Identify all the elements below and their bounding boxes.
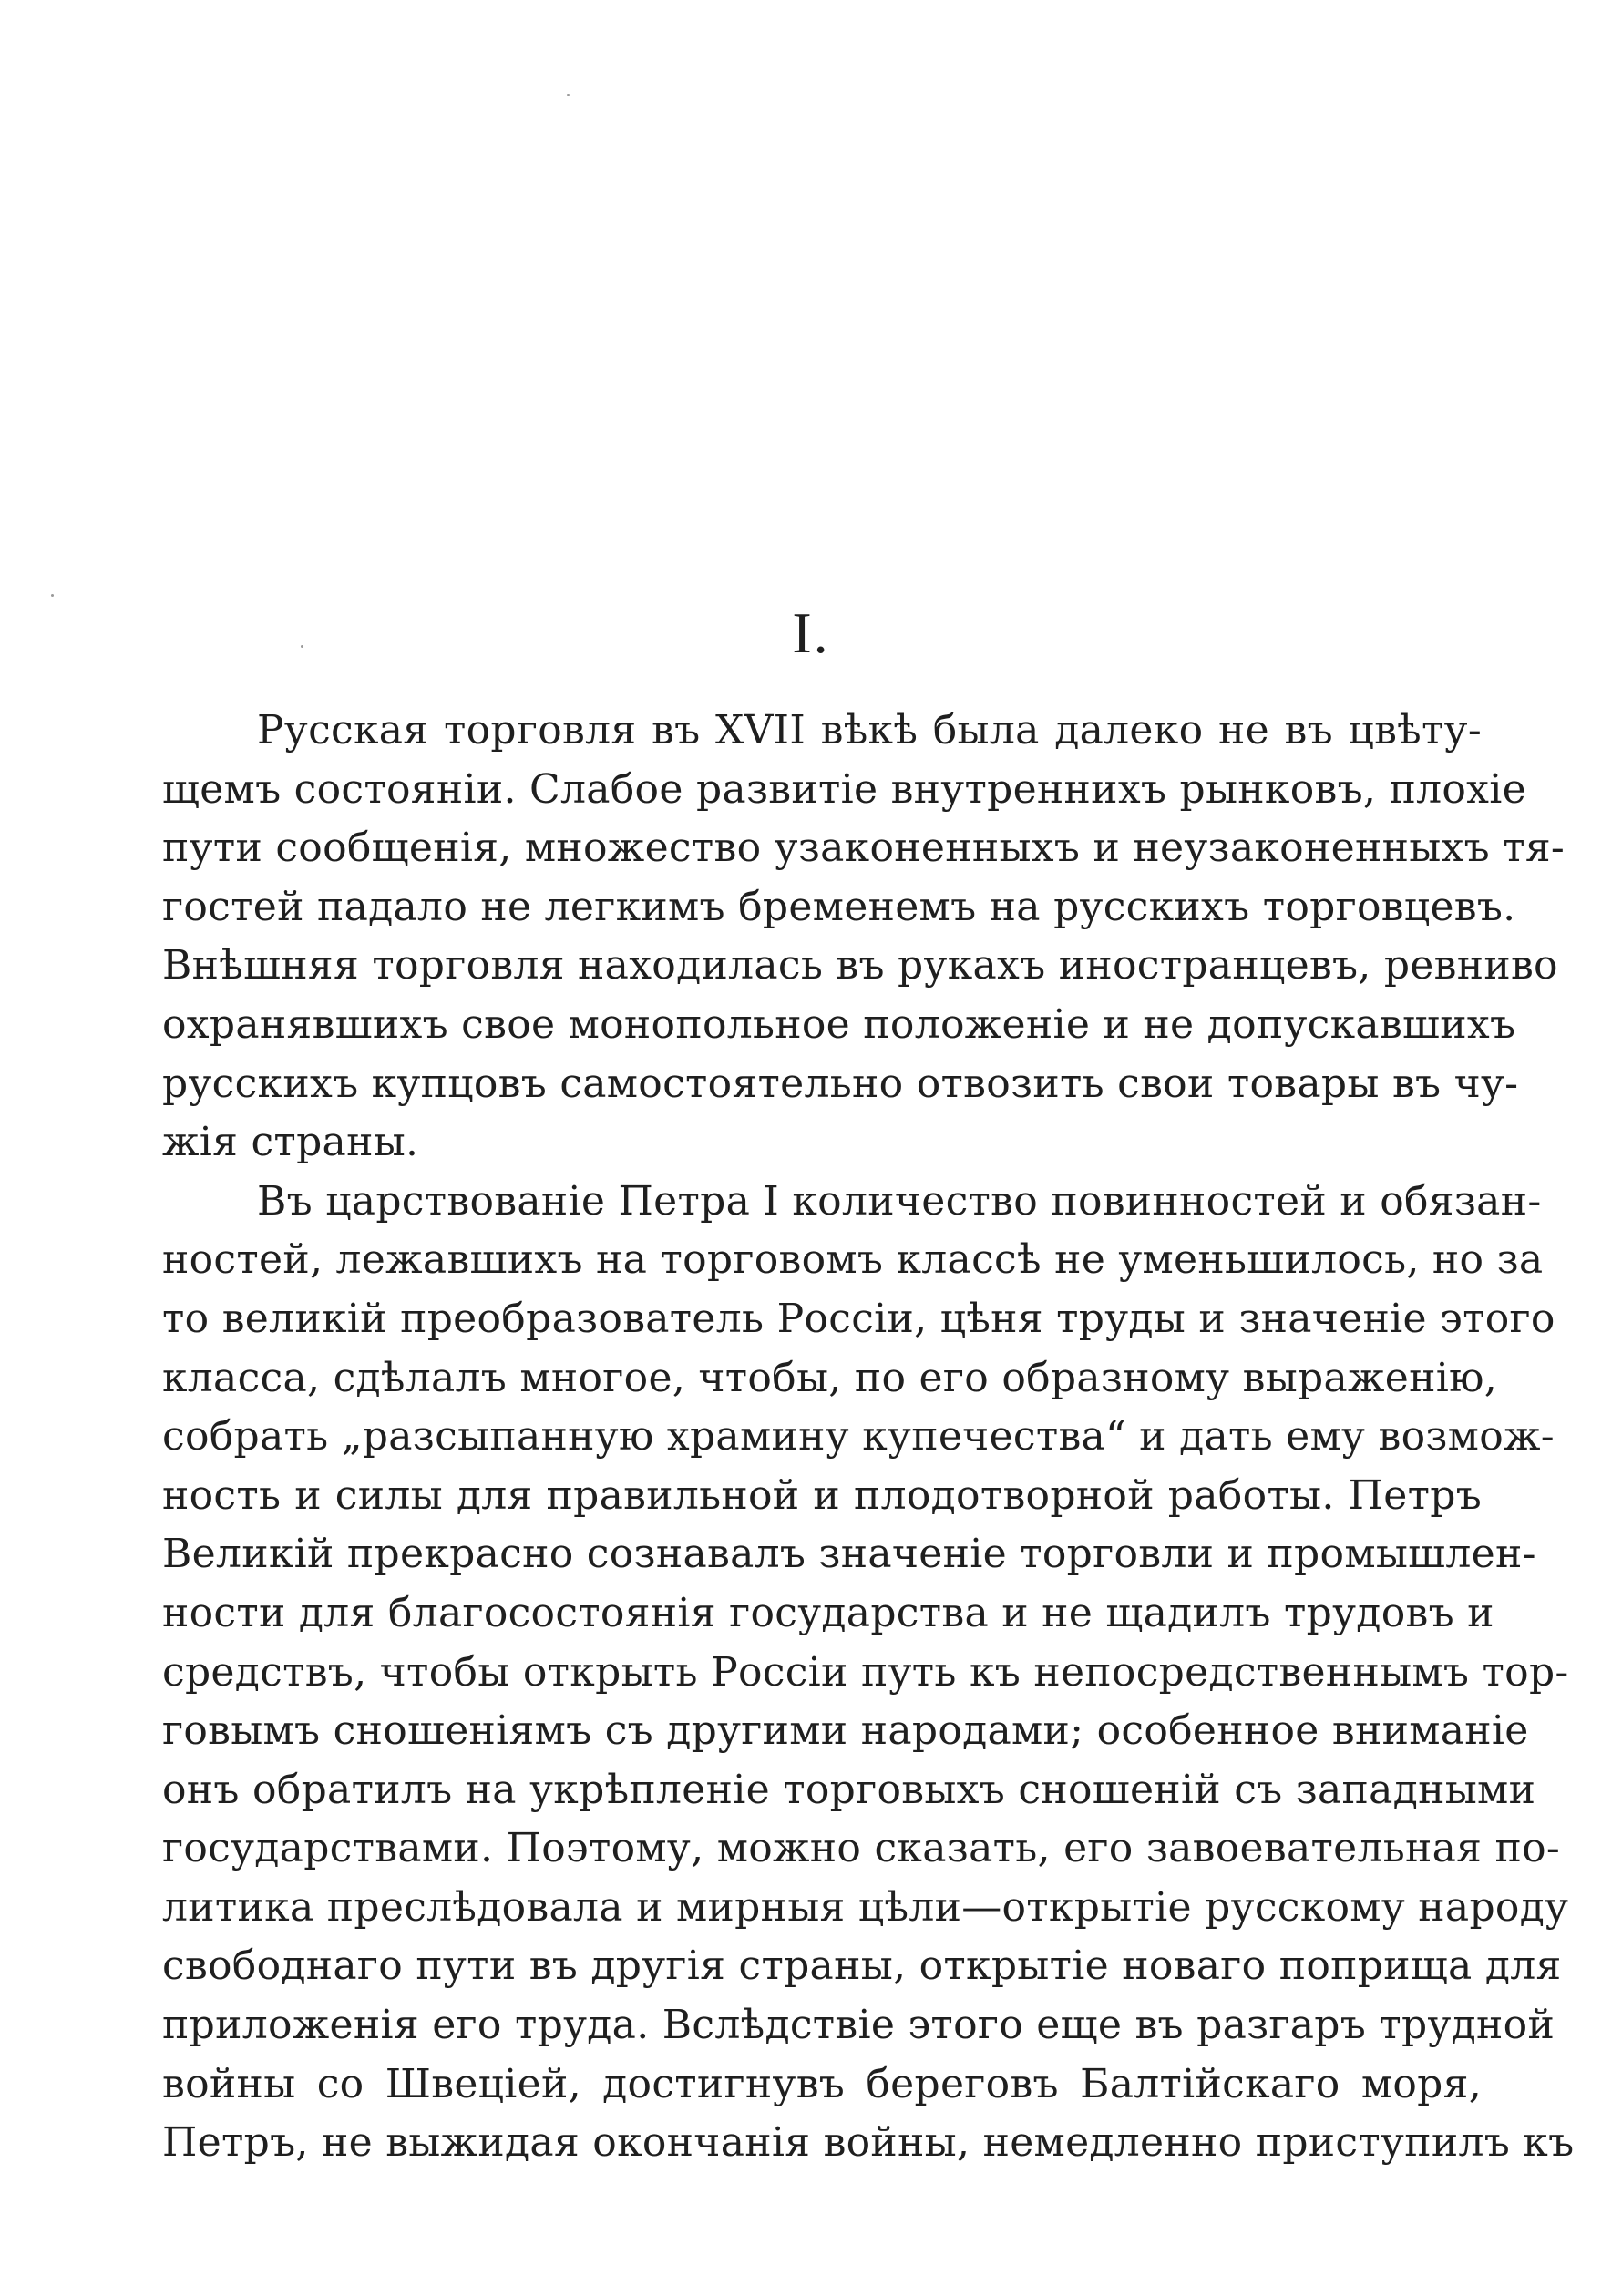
- text-line: Великій прекрасно сознавалъ значеніе торговли и промышлен-: [162, 1531, 1536, 1578]
- text-line: Петръ, не выжидая окончанія войны, немедленно приступилъ къ: [162, 2119, 1575, 2167]
- text-line: пути сообщенія, множество узаконенныхъ и неузаконенныхъ тя-: [162, 825, 1566, 872]
- text-line: говымъ сношеніямъ съ другими народами; особенное вниманіе: [162, 1707, 1529, 1755]
- text-line: государствами. Поэтому, можно сказать, его завоевательная по-: [162, 1825, 1561, 1872]
- scan-speck: [567, 94, 570, 96]
- text-line: охранявшихъ свое монопольное положеніе и не допускавшихъ: [162, 1000, 1516, 1048]
- text-line: то великій преобразователь Россіи, цѣня труды и значеніе этого: [162, 1295, 1555, 1342]
- text-line: ности для благосостоянія государства и не щадилъ трудовъ и: [162, 1589, 1494, 1636]
- text-line: Русская торговля въ XVII вѣкѣ была далеко не въ цвѣту-: [257, 707, 1482, 753]
- text-line: литика преслѣдовала и мирныя цѣли—открытіе русскому народу: [162, 1883, 1569, 1931]
- chapter-heading: I.: [792, 600, 830, 665]
- body-text: [162, 702, 1575, 2173]
- text-line: собрать „разсыпанную храмину купечества“ и дать ему возмож-: [162, 1413, 1555, 1461]
- text-line: войны со Швеціей, достигнувъ береговъ Балтійскаго моря,: [162, 2060, 1482, 2107]
- text-line: онъ обратилъ на укрѣпленіе торговыхъ сношеній съ западными: [162, 1766, 1536, 1813]
- text-line: ностей, лежавшихъ на торговомъ классѣ не уменьшилось, но за: [162, 1236, 1544, 1284]
- paragraph-2: [162, 1173, 1575, 2173]
- text-line: средствъ, чтобы открыть Россіи путь къ непосредственнымъ тор-: [162, 1648, 1569, 1696]
- text-line: ность и силы для правильной и плодотворной работы. Петръ: [162, 1471, 1482, 1519]
- text-line: приложенія его труда. Вслѣдствіе этого еще въ разгаръ трудной: [162, 2002, 1555, 2049]
- text-line: свободнаго пути въ другія страны, открытіе новаго поприща для: [162, 1942, 1562, 1990]
- text-line: русскихъ купцовъ самостоятельно отвозить свои товары въ чу-: [162, 1060, 1519, 1107]
- text-line: щемъ состояніи. Слабое развитіе внутреннихъ рынковъ, плохіе: [162, 765, 1526, 813]
- text-line: жія страны.: [162, 1119, 419, 1166]
- text-line: Внѣшняя торговля находилась въ рукахъ иностранцевъ, ревниво: [162, 942, 1558, 989]
- paragraph-1: [162, 702, 1566, 1173]
- text-line: Въ царствованіе Петра I количество повинностей и обязан-: [257, 1177, 1542, 1225]
- text-line: гостей падало не легкимъ бременемъ на русскихъ торговцевъ.: [162, 883, 1516, 930]
- text-line: класса, сдѣлалъ многое, чтобы, по его образному выраженію,: [162, 1354, 1498, 1401]
